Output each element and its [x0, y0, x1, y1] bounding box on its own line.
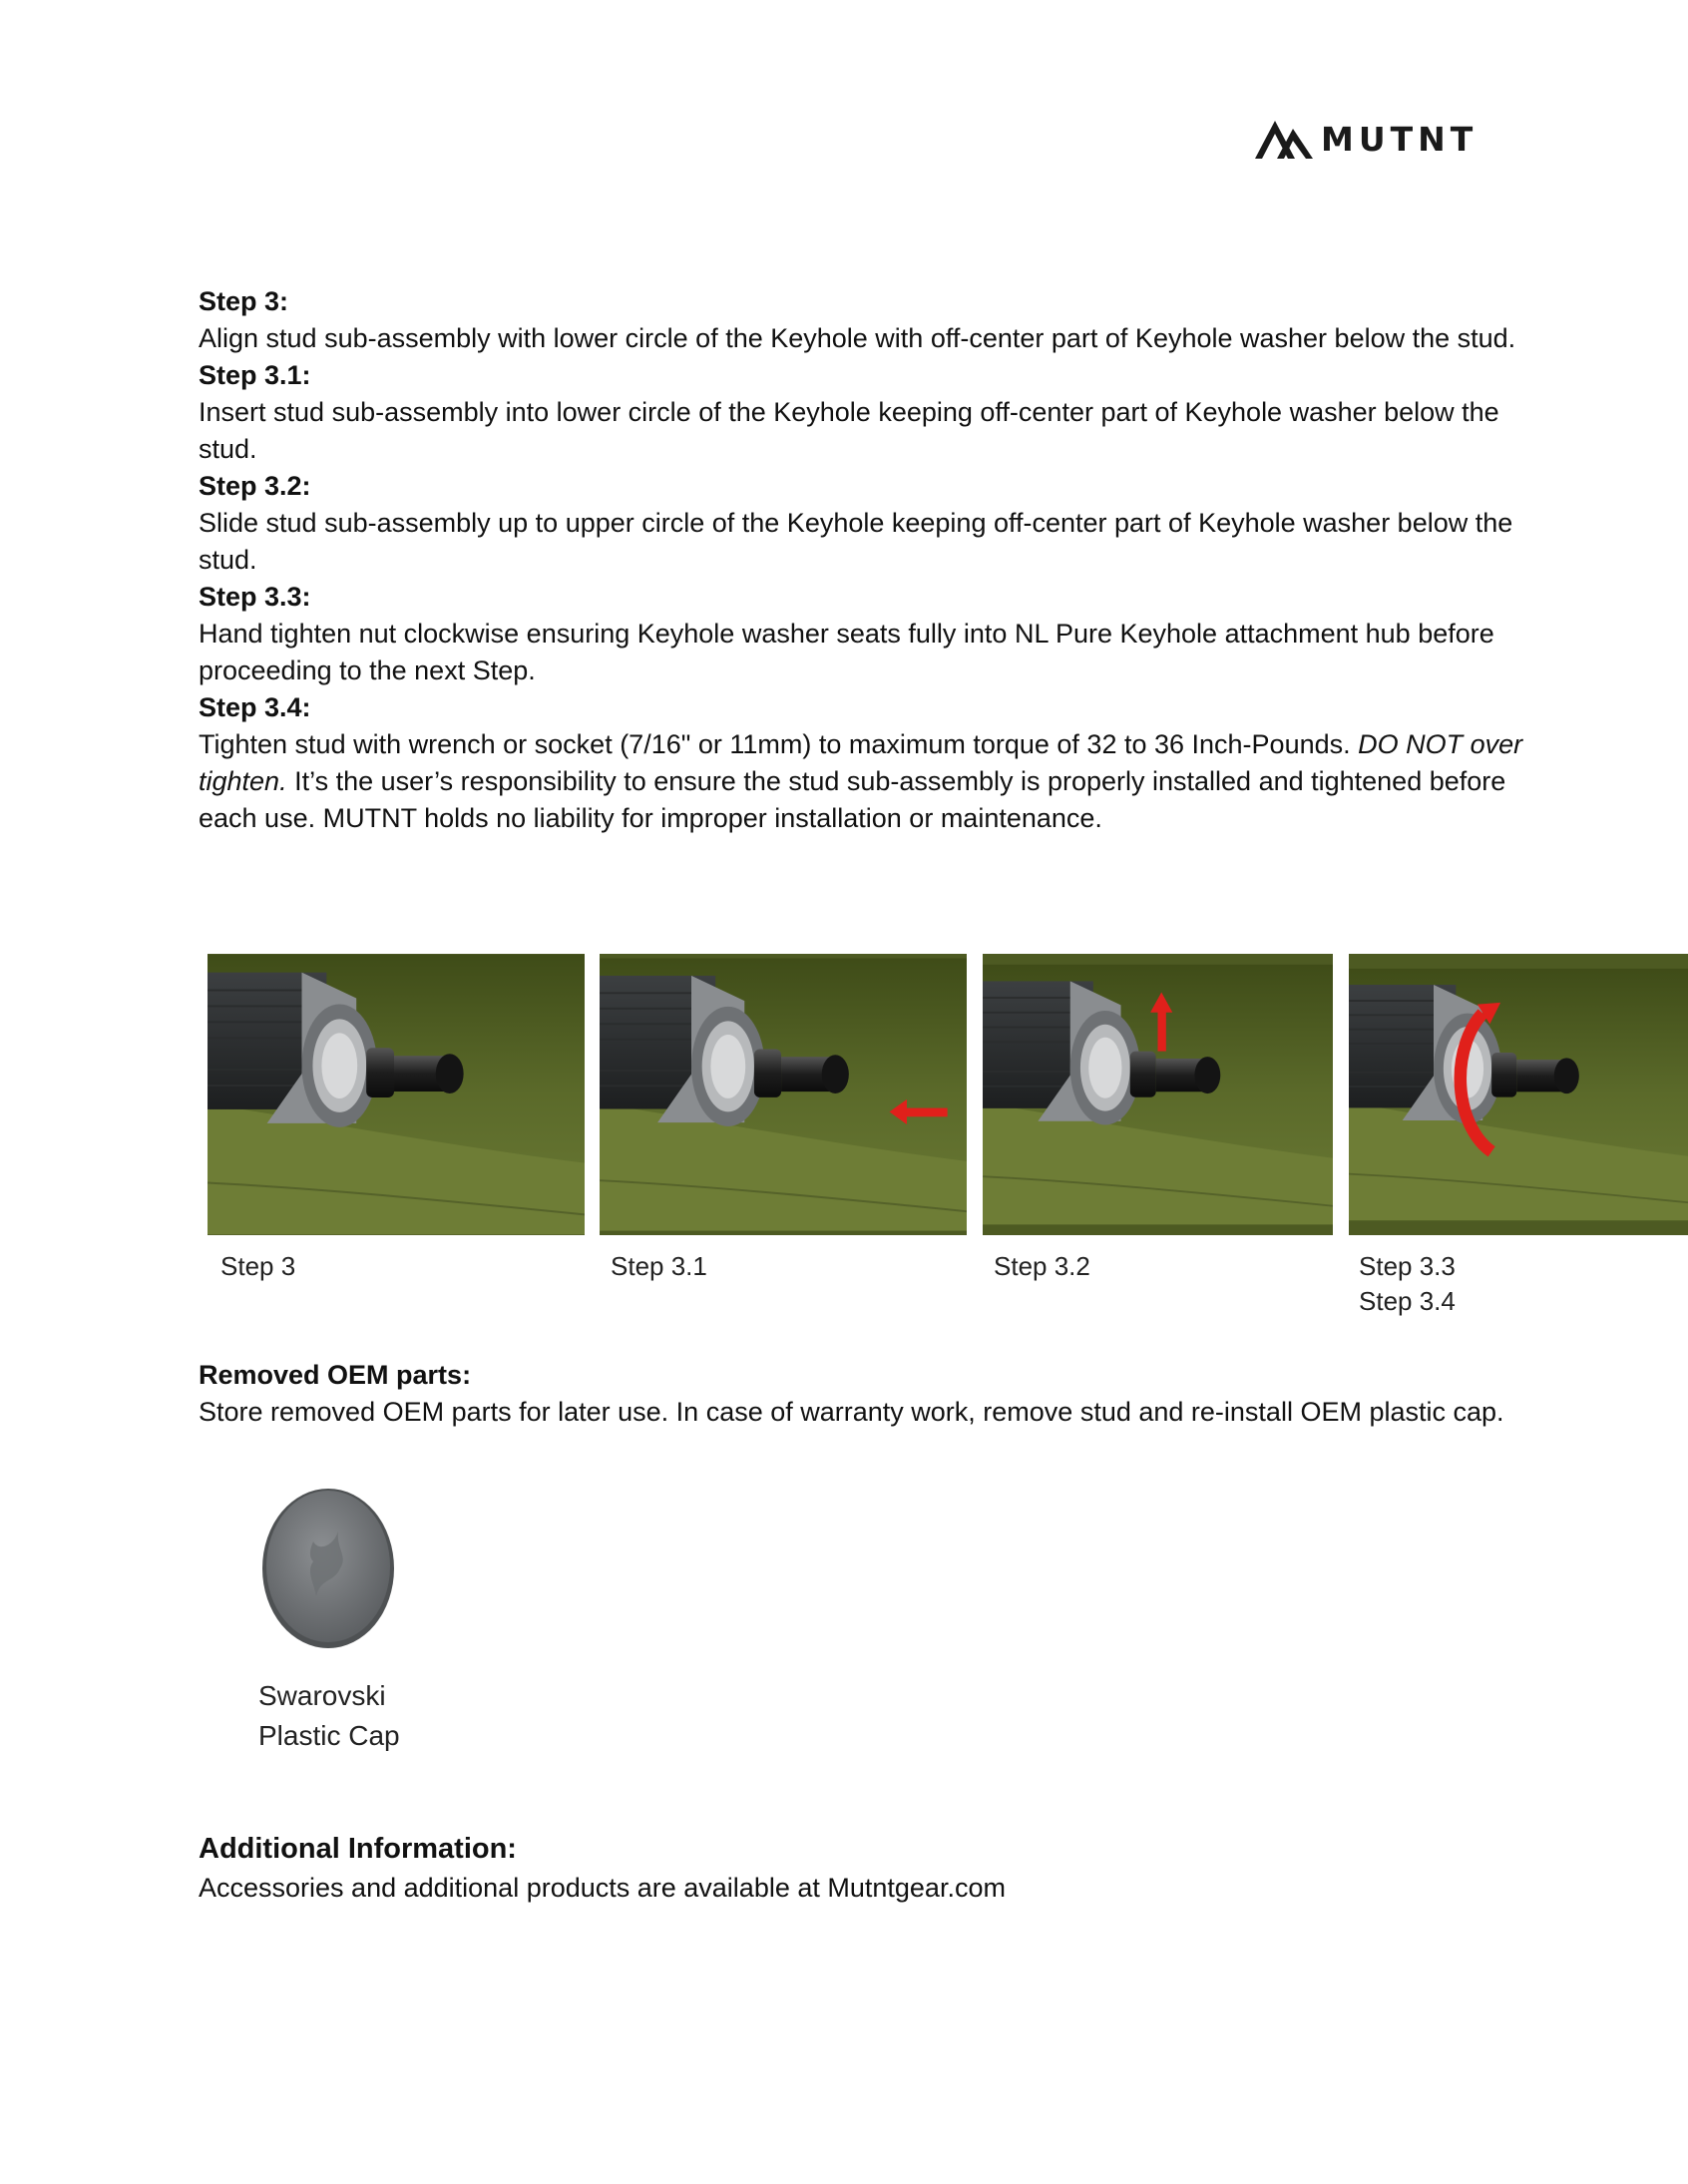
plastic-cap-label-line: Plastic Cap [258, 1720, 400, 1751]
step-heading: Step 3.3: [199, 582, 311, 612]
figure-caption [1359, 1249, 1456, 1319]
step-heading: Step 3.2: [199, 471, 311, 501]
step-text: Hand tighten nut clockwise ensuring Keyhole washer seats fully into NL Pure Keyhole attachment hub before proceeding to the next Step. [199, 619, 1494, 685]
step-text-lead: Tighten stud with wrench or socket (7/16" or 11mm) to maximum torque of 32 to 36 Inch-Pounds. [199, 729, 1351, 759]
step-3-2-illustration [983, 954, 1333, 1235]
figure-caption-line: Step 3.4 [1359, 1286, 1456, 1316]
step-text: Align stud sub-assembly with lower circle of the Keyhole with off-center part of Keyhole washer below the stud. [199, 323, 1516, 353]
additional-info-title: Additional Information: [199, 1833, 517, 1865]
step-heading: Step 3.4: [199, 692, 311, 722]
step-text: Insert stud sub-assembly into lower circle of the Keyhole keeping off-center part of Keyhole washer below the stud. [199, 397, 1499, 464]
step-heading: Step 3.1: [199, 360, 311, 390]
step-3-3-illustration [1349, 954, 1688, 1235]
figure-caption: Step 3.1 [611, 1251, 707, 1281]
plastic-cap-icon [258, 1487, 398, 1651]
figure-step-3-1 [600, 954, 967, 1235]
brand-name: MUTNT [1321, 119, 1478, 159]
step-heading: Step 3: [199, 286, 289, 316]
plastic-cap-label-line: Swarovski [258, 1680, 386, 1711]
figure-step-3-3 [1349, 954, 1688, 1235]
figure-caption-line: Step 3.3 [1359, 1251, 1456, 1281]
step-text: Slide stud sub-assembly up to upper circle of the Keyhole keeping off-center part of Keyhole washer below the stud. [199, 508, 1513, 575]
step-3-illustration [208, 954, 585, 1235]
additional-info-text: Accessories and additional products are available at Mutntgear.com [199, 1873, 1006, 1903]
step-3-1-illustration [600, 954, 967, 1235]
step-text-tail: It’s the user’s responsibility to ensure the stud sub-assembly is properly installed and tightened before each use. MUTNT holds no liability for improper installation or maintenance. [199, 766, 1506, 833]
figure-step-3-2 [983, 954, 1333, 1235]
removed-parts-text: Store removed OEM parts for later use. In case of warranty work, remove stud and re-install OEM plastic cap. [199, 1397, 1504, 1427]
figure-step-3 [208, 954, 585, 1235]
removed-parts-title: Removed OEM parts: [199, 1360, 472, 1390]
brand-logo [1255, 117, 1477, 161]
figure-caption: Step 3 [220, 1251, 296, 1281]
mountain-logo-icon [1255, 119, 1317, 159]
warning-text: DO NOT over tighten. [199, 729, 1523, 796]
plastic-cap-image [258, 1487, 398, 1656]
figure-caption: Step 3.2 [994, 1251, 1090, 1281]
step-text [199, 726, 1525, 837]
steps-section [199, 283, 1525, 837]
plastic-cap-label [258, 1676, 400, 1756]
